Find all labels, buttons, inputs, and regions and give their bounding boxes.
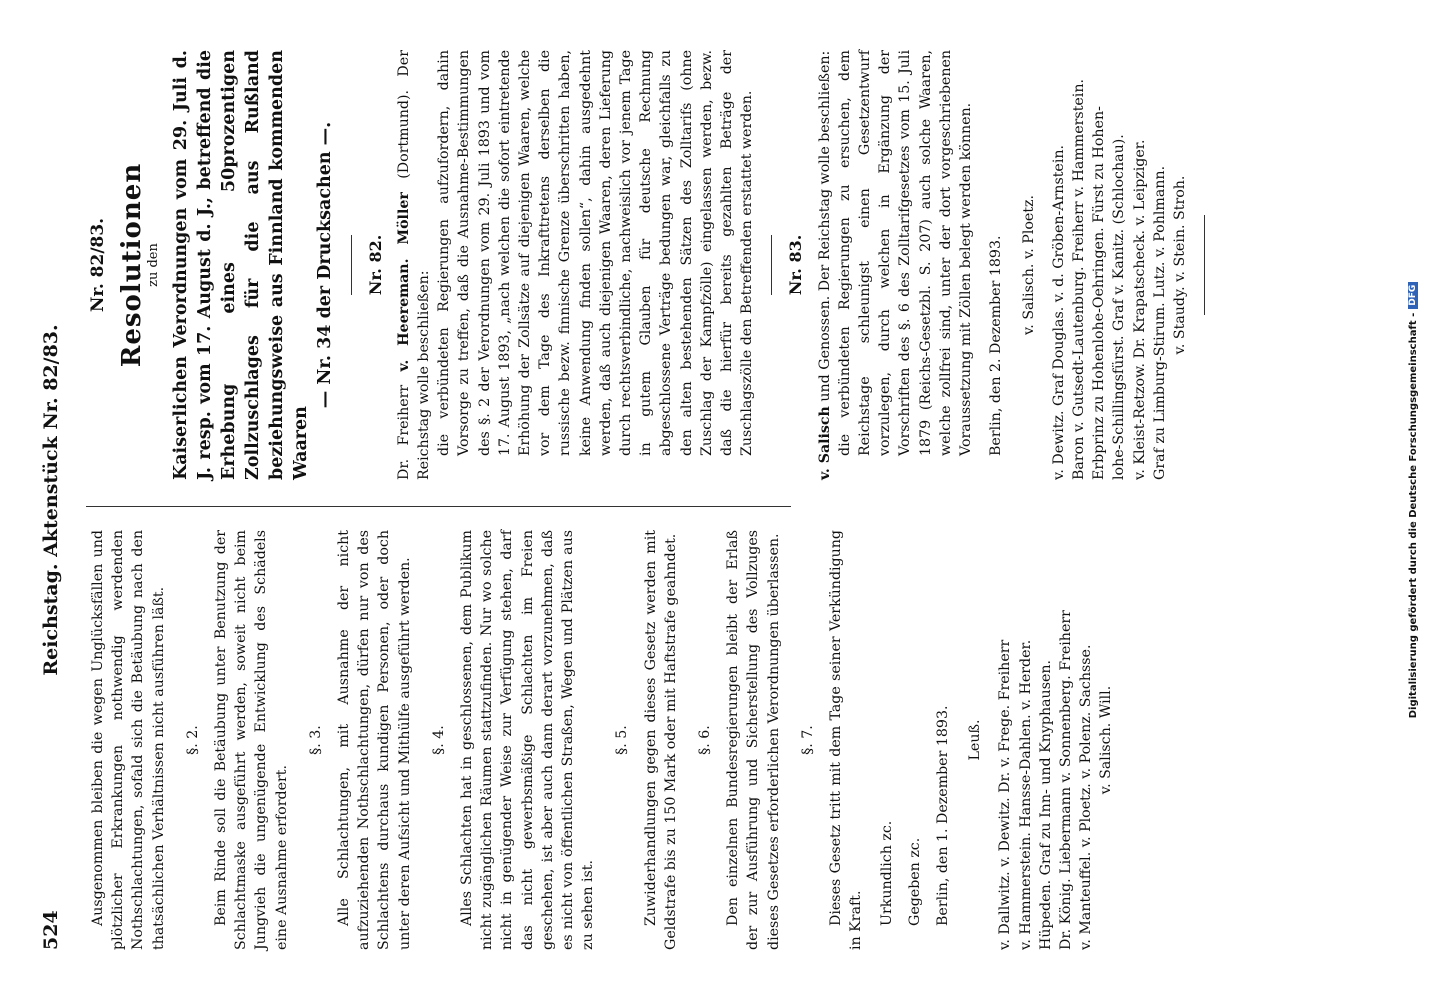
document-title-ref: — Nr. 34 der Drucksachen —. [314,121,335,409]
resolution-82-heading: Nr. 82. [365,234,385,296]
signature-line: v. Dallwitz. v. Dewitz. Dr. v. Frege. Freiherr [997,639,1014,950]
signer-name: Leuß. [967,719,984,761]
signature-line: v. Kleist-Retzow. Dr. Krapatscheck. v. Leipziger. [1131,139,1148,480]
left-column [88,530,1117,950]
funding-note [1408,0,1430,1000]
section-heading: §. 3. [307,725,324,755]
lead-prefix: Dr. Freiherr [395,371,412,480]
section-text: Beim Rinde soll die Betäubung unter Benutzung der Schlachtmaske ausgeführt werden, soweit nicht beim Jungvieh die ungenügende Entwicklung des Schädels eine Ausnahme erfordert. [213,530,290,950]
document-title: Kaiserlichen Verordnungen vom 29. Juli d. J. resp. vom 17. August d. J., betreffend die Erhebung eines 50prozentigen Zollzuschlages für die aus Rußland beziehungsweise aus Finnland kommenden Waaren [170,50,311,480]
section-heading: §. 4. [430,725,447,755]
separator-rule [1204,215,1205,315]
signature-block [995,530,1116,950]
document-heading: Resolutionen [117,162,148,368]
page-number: 524 [40,910,62,950]
gegeben-line: Gegeben zc. [906,837,923,926]
signature-line: Graf zu Limburg-Stirum. Lutz. v. Pohlmann. [1151,165,1168,480]
signature-line: Erbprinz zu Hohenlohe-Oehringen. Fürst zu Hohen- [1091,106,1108,480]
signature-block [1049,50,1190,480]
separator-rule [351,235,352,295]
resolution-82-body: die verbündeten Regierungen aufzufordern, dahin Vorsorge zu treffen, daß die Ausnahme-Bestimmungen des §. 2 der Verordnungen vom 29. Juli 1893 und vom 17. August 1893, „nach welchen die sofort eintretende Erhöhung der Zollsätze auf diejenigen Waaren, welche vor dem Tage des Inkrafttretens derselben die russische bezw. finnische Grenze überschritten haben, keine Anwendung finden sollen“, dahin ausgedehnt werden, daß auch diejenigen Waaren, deren Lieferung durch rechtsverbindliche, nachweislich vor jenem Tage in gutem Glauben für deutsche Rechnung abgeschlossene Verträge bedungen war, gleichfalls zu den alten bestehenden Sätzen des Zolltarifs (ohne Zuschlag der Kampfzölle) eingelassen werden, bezw. daß die hierfür bereits gezahlten Beträge der Zuschlagszölle den Betreffenden erstattet werden. [436,50,756,456]
date-line: Berlin, den 1. Dezember 1893. [934,705,951,926]
signature-line: lohe-Schillingsfürst. Graf v. Kanitz. (Schlochau). [1111,134,1128,480]
section-heading: §. 7. [799,725,816,755]
signature-line: v. Dewitz. Graf Douglas. v. d. Gröben-Arnstein. [1050,144,1067,480]
resolution-82-lead [394,50,434,480]
section-text: Den einzelnen Bundesregierungen bleibt der Erlaß der zur Ausführung und Sicherstellung des Vollzuges dieses Gesetzes erforderlichen Verordnungen überlassen. [725,530,782,950]
document-number: Nr. 82/83. [88,217,108,313]
section-text: Dieses Gesetz tritt mit dem Tage seiner Verkündigung in Kraft. [828,530,865,950]
section-text: Zuwiderhandlungen gegen dieses Gesetz werden mit Geldstrafe bis zu 150 Mark oder mit Haftstrafe geahndet. [642,530,679,950]
date-line: Berlin, den 2. Dezember 1893. [988,235,1005,456]
lead-suffix: (Dortmund). Der Reichstag wolle beschließen: [395,50,433,480]
section-heading: §. 5. [614,725,631,755]
lead-names: v. Salisch [816,406,833,480]
signature-line: Baron v. Gutsedt-Lautenburg. Freiherr v. Hammerstein. [1070,79,1087,480]
resolution-83-heading: Nr. 83. [786,234,806,296]
right-column [88,50,1219,480]
column-divider [86,506,791,507]
funding-text: Digitalisierung gefördert durch die Deutsche Forschungsgemeinschaft - [1408,312,1419,719]
dfg-logo: DFG [1408,282,1418,309]
page-header [40,50,70,950]
section-text: Alle Schlachtungen, mit Ausnahme der nicht aufzuziehenden Nothschlachtungen, dürfen nur von des Schlachtens durchaus kundigen Personen, oder doch unter deren Aufsicht und Mithülfe ausgeführt werden. [336,530,413,950]
heading-connector: zu den [146,243,162,287]
section-heading: §. 2. [184,725,201,755]
separator-rule [771,235,772,295]
signature-line: v. Staudy. v. Stein. Stroh. [1171,175,1188,355]
urkundlich-line: Urkundlich zc. [878,820,895,926]
resolution-83-body: die verbündeten Regierungen zu ersuchen, dem Reichstage schleunigst einen Gesetzentwurf vorzulegen, durch welchen in Ergänzung der Vorschriften des §. 6 des Zolltarifgesetzes vom 15. Juli 1879 (Reichs-Gesetzbl. S. 207) auch solche Waaren, welche zollfrei sind, unter der dort vorgeschriebenen Voraussetzung mit Zöllen belegt werden können. [836,50,975,456]
running-title: Reichstag. Aktenstück Nr. 82/83. [40,324,62,676]
signature-line: Hüpeden. Graf zu Inn- und Knyphausen. [1037,659,1054,950]
signature-line: v. Hammerstein. Hansse-Dahlen. v. Herder. [1017,639,1034,950]
signature-line: Dr. König. Liebermann v. Sonnenberg. Freiherr [1057,610,1074,950]
lead-suffix: und Genossen. Der Reichstag wolle beschließen: [816,50,833,407]
intro-paragraph: Ausgenommen bleiben die wegen Unglücksfällen und plötzlicher Erkrankungen nothwendig werdenden Nothschlachtungen, sofald sich die Betäubung nach den thatsächlichen Verhältnissen nicht ausführen läßt. [90,530,167,950]
signer-name: v. Salisch. v. Ploetz. [1020,194,1037,336]
section-text: Alles Schlachten hat in geschlossenen, dem Publikum nicht zugänglichen Räumen stattzufinden. Nur wo solche nicht in genügender Weise zur Verfügung stehen, darf das nicht gewerbsmäßige Schlachten im Freien geschehen, ist aber auch dann derart vorzunehmen, daß es nicht von öffentlichen Straßen, Wegen und Plätzen aus zu sehen ist. [459,530,597,950]
lead-names: v. Heereman. Möller [395,192,412,372]
resolution-83-lead [815,50,835,480]
signature-line: v. Salisch. Will. [1098,685,1115,795]
signature-line: v. Manteuffel. v. Ploetz. v. Polenz. Sachsse. [1078,644,1095,950]
section-heading: §. 6. [697,725,714,755]
